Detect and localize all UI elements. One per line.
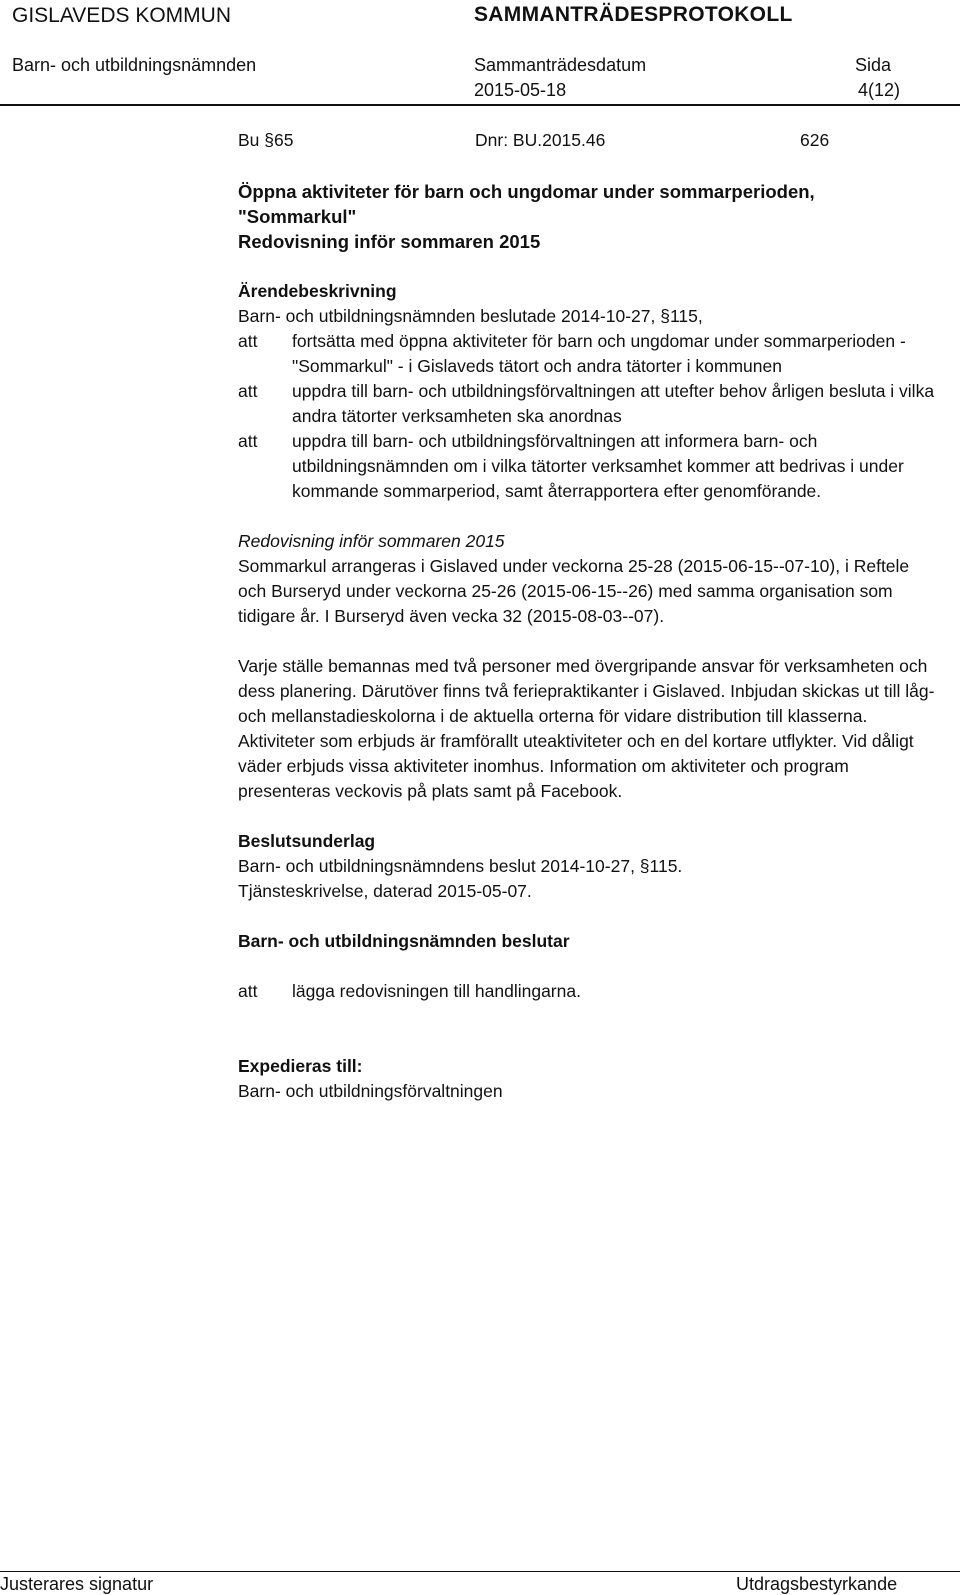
- basis-heading: Beslutsunderlag: [238, 831, 376, 851]
- description-item: [238, 379, 938, 429]
- dispatch-heading: Expedieras till:: [238, 1056, 363, 1076]
- dispatch-section: [238, 1054, 938, 1104]
- committee-name: Barn- och utbildningsnämnden: [12, 55, 257, 75]
- report-paragraph-2: Varje ställe bemannas med två personer med övergripande ansvar för verksamheten och dess planering. Därutöver finns två feriepraktikanter i Gislaved. Inbjudan skickas ut till låg- och mellanstadieskolorna i de aktuella orterna för vidare distribution till klasserna. Aktiviteter som erbjuds är framförallt uteaktiviteter och en del kortare utflykter. Vid dåligt väder erbjuds vissa aktiviteter inomhus. Information om aktiviteter och program presenteras veckovis på plats samt på Facebook.: [238, 656, 935, 801]
- case-title-line-1: Öppna aktiviteter för barn och ungdomar under sommarperioden,: [238, 181, 815, 202]
- description-intro: Barn- och utbildningsnämnden beslutade 2014-10-27, §115,: [238, 306, 703, 326]
- basis-line-2: Tjänsteskrivelse, daterad 2015-05-07.: [238, 881, 532, 901]
- description-heading: Ärendebeskrivning: [238, 281, 397, 301]
- description-section: [238, 279, 938, 504]
- section-number: Bu §65: [238, 130, 294, 150]
- case-title: [238, 179, 938, 254]
- decision-label: att: [238, 981, 258, 1001]
- decision-section: [238, 929, 938, 1004]
- dnr-number: Dnr: BU.2015.46: [475, 130, 606, 150]
- decision-item: [238, 979, 938, 1004]
- case-title-line-3: Redovisning inför sommaren 2015: [238, 231, 541, 252]
- item-label: att: [238, 331, 258, 351]
- dispatch-recipient: Barn- och utbildningsförvaltningen: [238, 1081, 503, 1101]
- report-section: [238, 529, 938, 804]
- report-paragraph-1: Sommarkul arrangeras i Gislaved under veckorna 25-28 (2015-06-15--07-10), i Reftele och Burseryd under veckorna 25-26 (2015-06-15--26) med samma organisation som tidigare år. I Burseryd även vecka 32 (2015-08-03--07).: [238, 556, 910, 626]
- footer-divider: [0, 1571, 960, 1572]
- item-text: uppdra till barn- och utbildningsförvaltningen att utefter behov årligen besluta i vilka andra tätorter verksamheten ska anordnas: [292, 381, 935, 426]
- page-label: Sida: [855, 55, 892, 75]
- signature-label: Justerares signatur: [0, 1574, 154, 1594]
- page-number: 4(12): [858, 80, 901, 100]
- org-name: GISLAVEDS KOMMUN: [12, 4, 231, 27]
- certification-label: Utdragsbestyrkande: [736, 1574, 898, 1594]
- item-text: uppdra till barn- och utbildningsförvaltningen att informera barn- och utbildningsnämnden om i vilka tätorter verksamhet kommer att bedrivas i under kommande sommarperiod, samt återrapportera efter genomförande.: [292, 431, 904, 501]
- decision-heading: Barn- och utbildningsnämnden beslutar: [238, 931, 570, 951]
- case-number: 626: [800, 130, 830, 150]
- page-header: [0, 0, 960, 106]
- meeting-date-value: 2015-05-18: [474, 80, 567, 100]
- report-heading: Redovisning inför sommaren 2015: [238, 531, 505, 551]
- case-reference: [238, 128, 938, 153]
- meeting-date-label: Sammanträdesdatum: [474, 55, 647, 75]
- item-label: att: [238, 381, 258, 401]
- document-body: [238, 128, 938, 1104]
- item-label: att: [238, 431, 258, 451]
- decision-text: lägga redovisningen till handlingarna.: [292, 981, 581, 1001]
- basis-section: [238, 829, 938, 904]
- header-divider: [0, 104, 960, 106]
- description-item: [238, 329, 938, 379]
- document-type: SAMMANTRÄDESPROTOKOLL: [474, 3, 793, 26]
- description-item: [238, 429, 938, 504]
- case-title-line-2: "Sommarkul": [238, 206, 357, 227]
- basis-line-1: Barn- och utbildningsnämndens beslut 2014-10-27, §115.: [238, 856, 683, 876]
- item-text: fortsätta med öppna aktiviteter för barn och ungdomar under sommarperioden - "Sommarkul" - i Gislaveds tätort och andra tätorter i kommunen: [292, 331, 906, 376]
